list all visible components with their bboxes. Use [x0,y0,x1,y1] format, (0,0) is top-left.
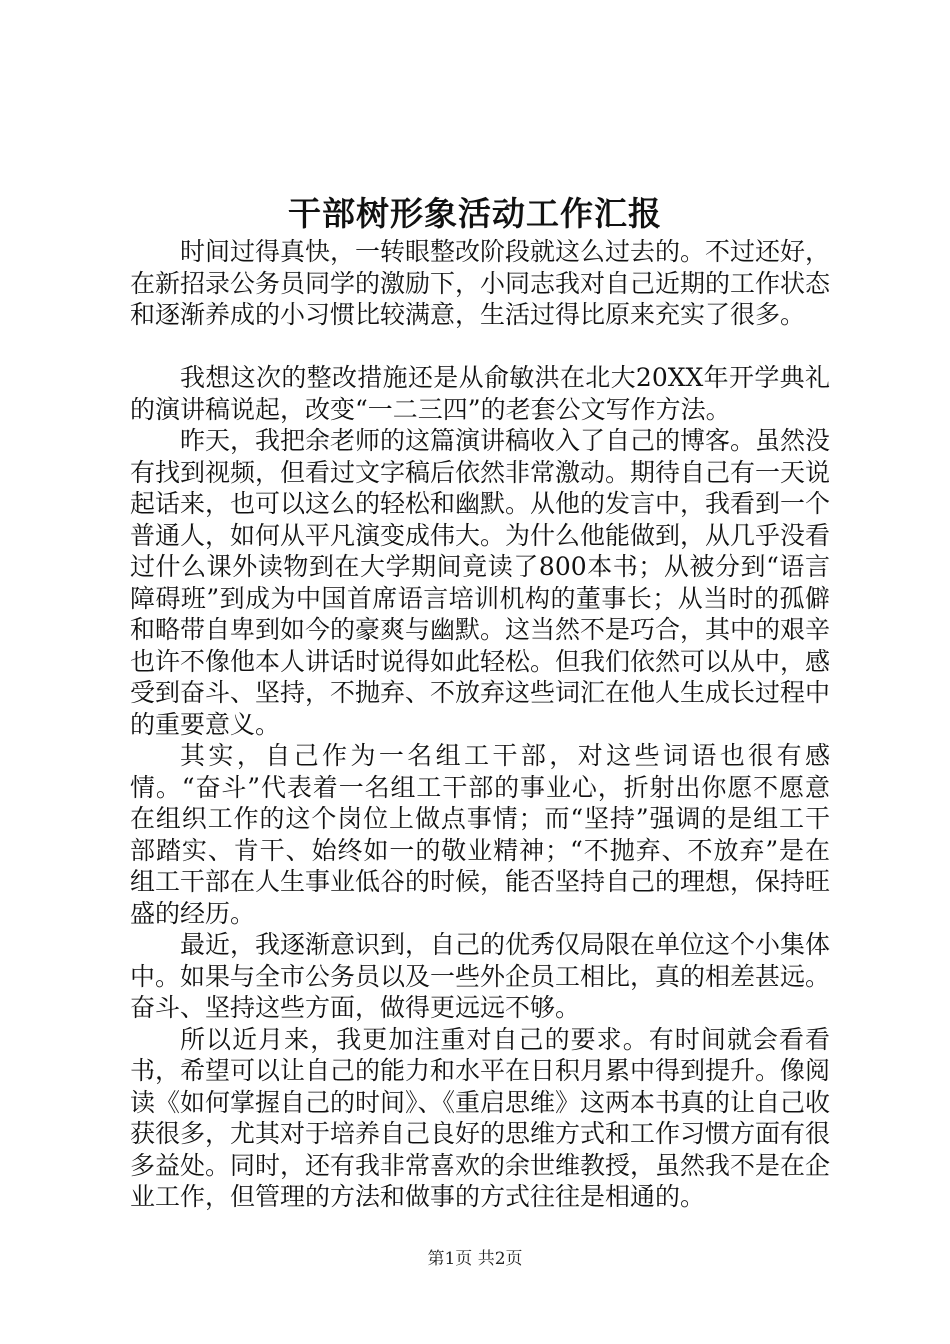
paragraph-1: 时间过得真快，一转眼整改阶段就这么过去的。不过还好，在新招录公务员同学的激励下，小同志我对自己近期的工作状态和逐渐养成的小习惯比较满意，生活过得比原来充实了很多。 [130,237,831,329]
paragraph-4: 其实，自己作为一名组工干部，对这些词语也很有感情。“奋斗”代表着一名组工干部的事业心，折射出你愿不愿意在组织工作的这个岗位上做点事情；而“坚持”强调的是组工干部踏实、肯干、始终如一的敬业精神；“不抛弃、不放弃”是在组工干部在人生事业低谷的时候，能否坚持自己的理想，保持旺盛的经历。 [130,741,831,928]
page-title: 干部树形象活动工作汇报 [288,194,662,233]
paragraph-2: 我想这次的整改措施还是从俞敏洪在北大20XX年开学典礼的演讲稿说起，改变“一二三四”的老套公文写作方法。 [130,363,830,424]
document-body [130,236,830,1213]
paragraph-5: 最近，我逐渐意识到，自己的优秀仅局限在单位这个小集体中。如果与全市公务员以及一些外企员工相比，真的相差甚远。奋斗、坚持这些方面，做得更远远不够。 [130,930,831,1022]
paragraph-6: 所以近月来，我更加注重对自己的要求。有时间就会看看书，希望可以让自己的能力和水平在日积月累中得到提升。像阅读《如何掌握自己的时间》、《重启思维》这两本书真的让自己收获很多，尤其对于培养自己良好的思维方式和工作习惯方面有很多益处。同时，还有我非常喜欢的余世维教授，虽然我不是在企业工作，但管理的方法和做事的方式往往是相通的。 [130,1024,831,1211]
page-footer: 第1页 共2页 [427,1249,523,1269]
paragraph-3: 昨天，我把余老师的这篇演讲稿收入了自己的博客。虽然没有找到视频，但看过文字稿后依然非常激动。期待自己有一天说起话来，也可以这么的轻松和幽默。从他的发言中，我看到一个普通人，如何从平凡演变成伟大。为什么他能做到，从几乎没看过什么课外读物到在大学期间竟读了800本书；从被分到“语言障碍班”到成为中国首席语言培训机构的董事长；从当时的孤僻和略带自卑到如今的豪爽与幽默。这当然不是巧合，其中的艰辛也许不像他本人讲话时说得如此轻松。但我们依然可以从中，感受到奋斗、坚持，不抛弃、不放弃这些词汇在他人生成长过程中的重要意义。 [130,426,831,739]
